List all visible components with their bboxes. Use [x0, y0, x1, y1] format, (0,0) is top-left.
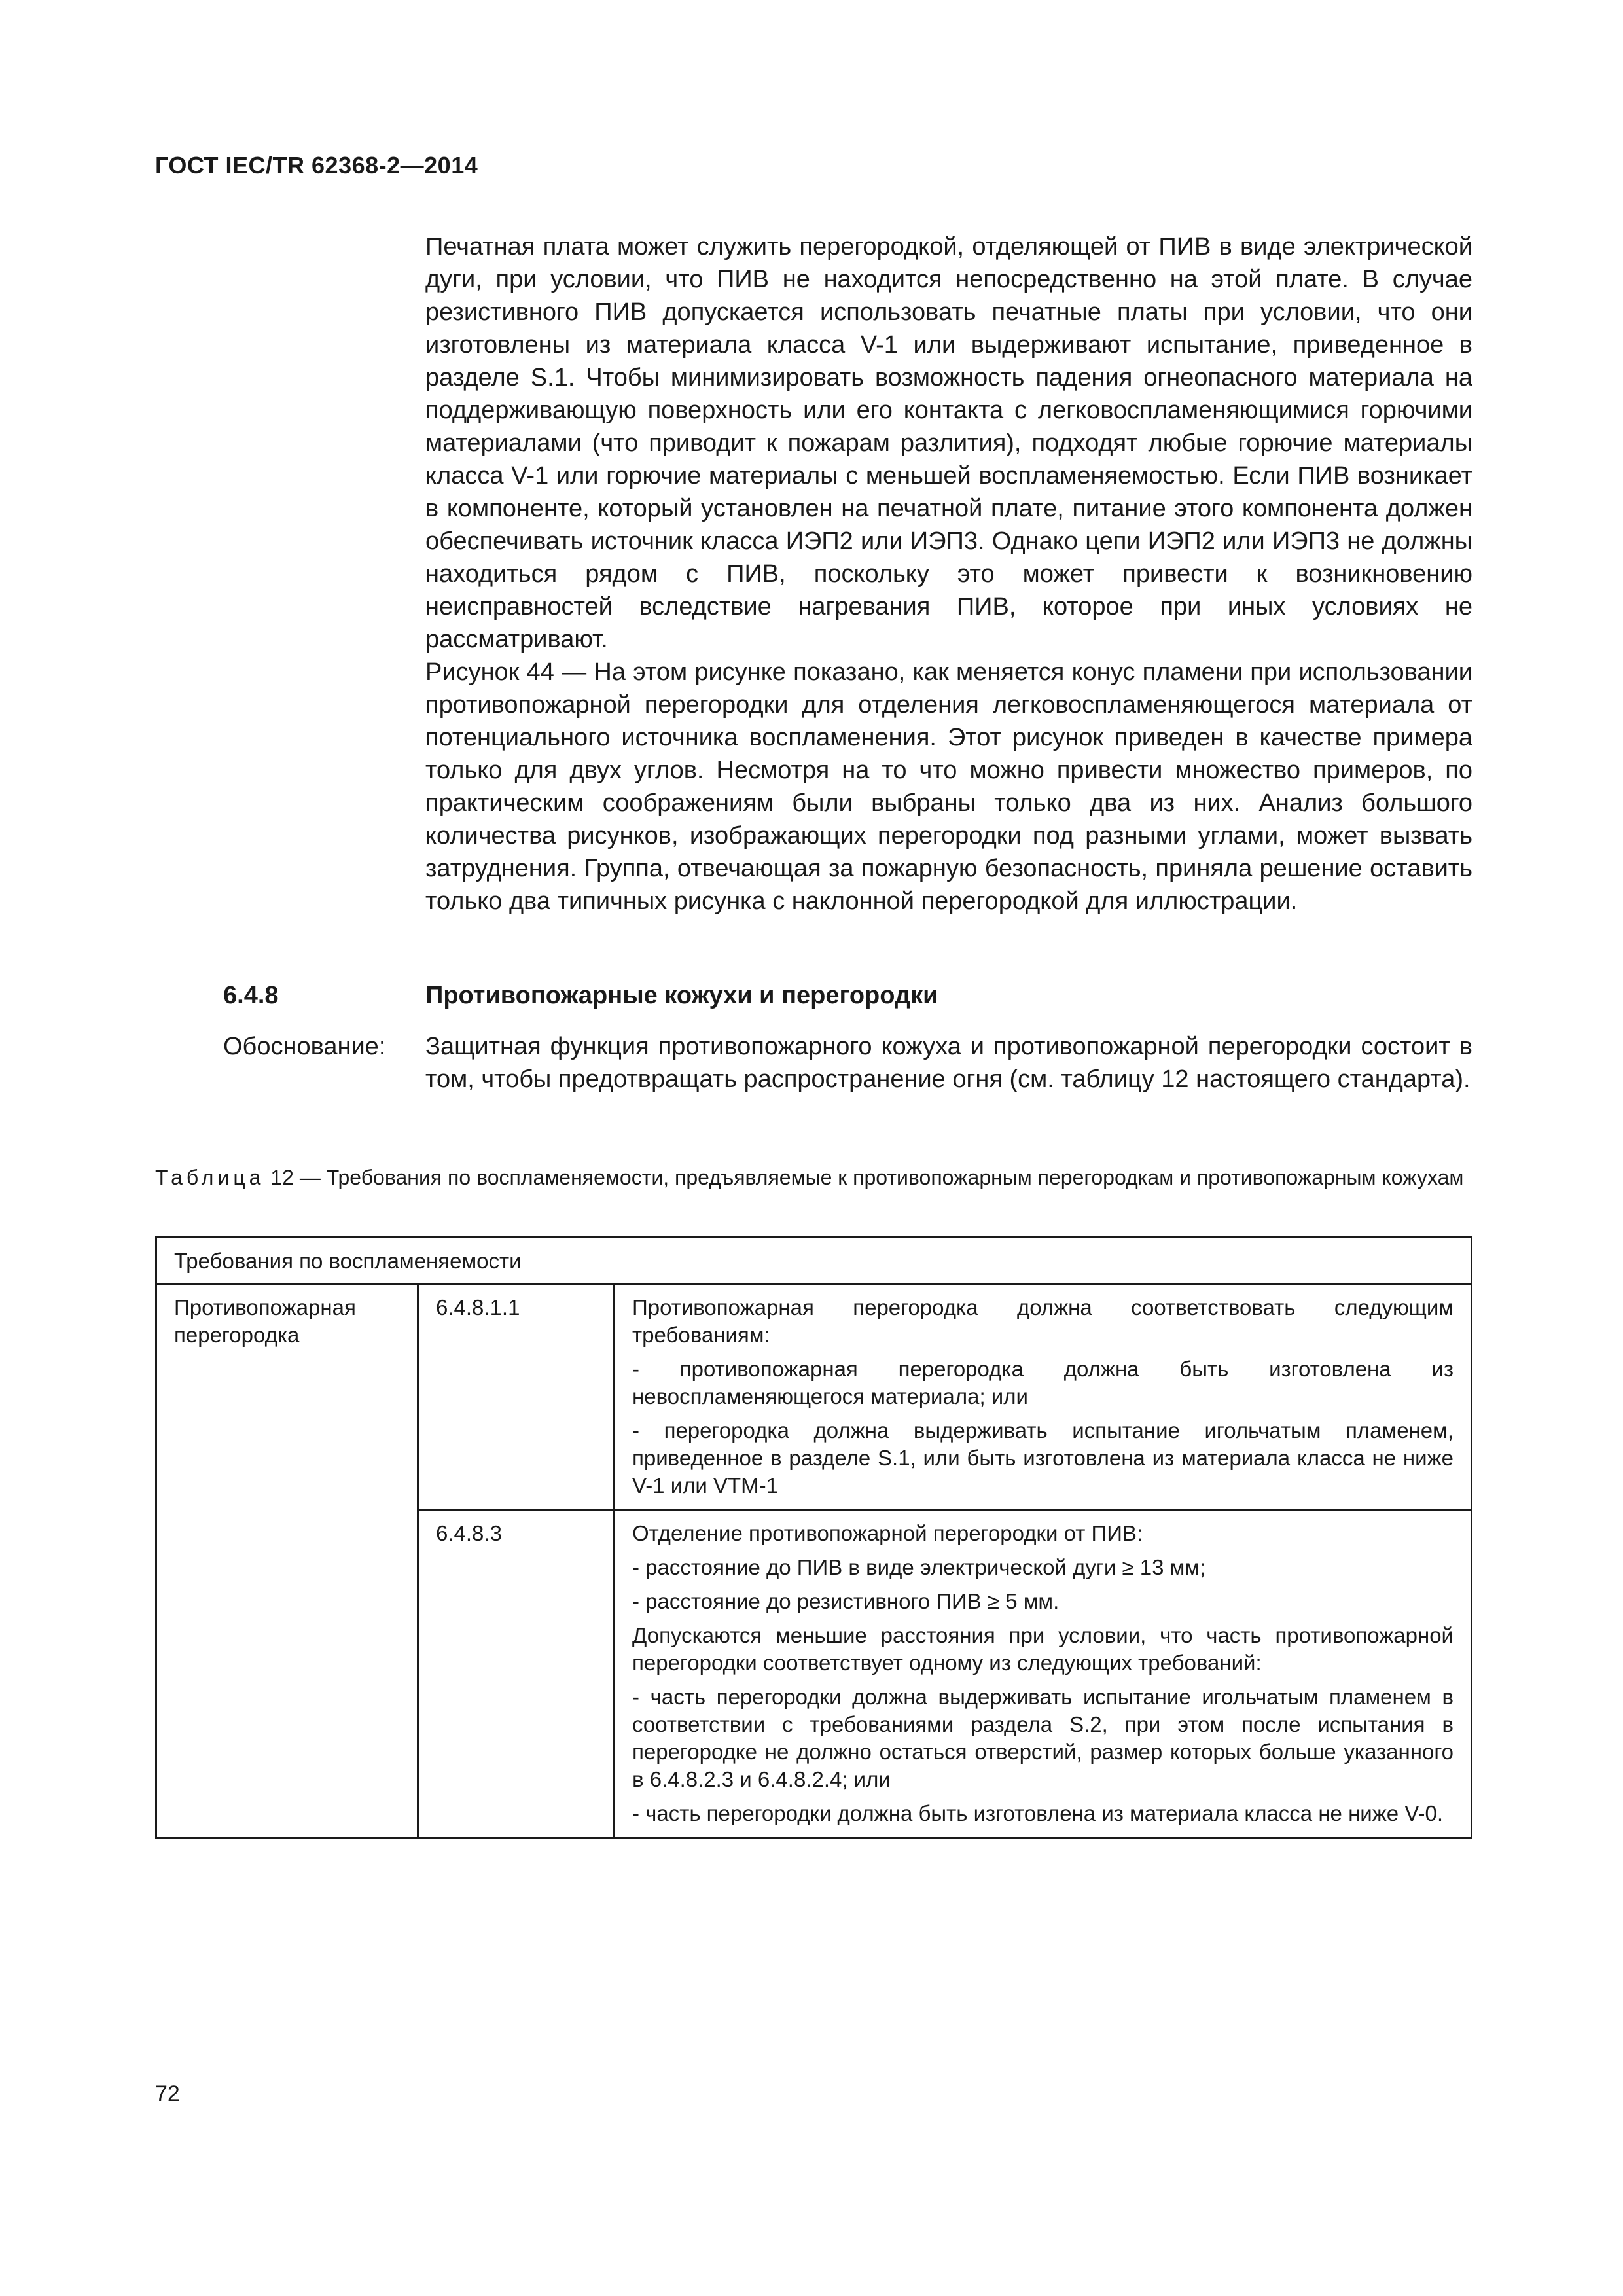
- rationale-text: Защитная функция противопожарного кожуха и противопожарной перегородки состоит в том, чтобы предотвращать распространение огня (см. таблицу 12 настоящего стандарта).: [425, 1033, 1472, 1093]
- page-number: 72: [155, 2081, 180, 2106]
- requirement-item: - часть перегородки должна выдерживать испытание игольчатым пламенем в соответствии с требованиями раздела S.2, при этом после испытания в перегородке не должно остаться отверстий, размер которых больше указанного в 6.4.8.2.3 и 6.4.8.2.4; или: [632, 1685, 1454, 1791]
- requirements-cell: [615, 1510, 1472, 1838]
- table-row: [156, 1284, 1472, 1510]
- table-caption: [155, 1164, 1472, 1191]
- clause-cell: 6.4.8.1.1: [418, 1284, 615, 1510]
- row-label-cell: Противопожарная перегородка: [156, 1284, 418, 1838]
- requirement-item: - противопожарная перегородка должна быть изготовлена из невоспламеняющегося материала; или: [632, 1357, 1454, 1408]
- requirement-item: Допускаются меньшие расстояния при условии, что часть противопожарной перегородки соответствует одному из следующих требований:: [632, 1623, 1454, 1675]
- intro-paragraph-figure-44: Рисунок 44 — На этом рисунке показано, как меняется конус пламени при использовании противопожарной перегородки для отделения легковоспламеняющегося материала от потенциального источника воспламенения. Этот рисунок приведен в качестве примера только для двух углов. Несмотря на то что можно привести множество примеров, по практическим соображениям были выбраны только два из них. Анализ большого количества рисунков, изображающих перегородки под разными углами, может вызвать затруднения. Группа, отвечающая за пожарную безопасность, приняла решение оставить только два типичных рисунка с наклонной перегородкой для иллюстрации.: [425, 658, 1472, 915]
- section-number: 6.4.8: [223, 982, 279, 1009]
- intro-paragraph-pcb: Печатная плата может служить перегородкой, отделяющей от ПИВ в виде электрической дуги, при условии, что ПИВ не находится непосредственно на этой плате. В случае резистивного ПИВ допускается использовать печатные платы при условии, что они изготовлены из материала класса V-1 или выдерживают испытание, приведенное в разделе S.1. Чтобы минимизировать возможность падения огнеопасного материала на поддерживающую поверхность или его контакта с легковоспламеняющимися горючими материалами (что приводит к пожарам разлития), подходят любые горючие материалы класса V-1 или горючие материалы с меньшей воспламеняемостью. Если ПИВ возникает в компоненте, который установлен на печатной плате, питание этого компонента должен обеспечивать источник класса ИЭП2 или ИЭП3. Однако цепи ИЭП2 или ИЭП3 не должны находиться рядом с ПИВ, поскольку это может привести к возникновению неисправностей вследствие нагревания ПИВ, которое при иных условиях не рассматривают.: [425, 233, 1472, 653]
- table-caption-word: Таблица: [155, 1166, 265, 1189]
- requirement-item: - расстояние до ПИВ в виде электрической дуги ≥ 13 мм;: [632, 1555, 1206, 1579]
- clause-cell: 6.4.8.3: [418, 1510, 615, 1838]
- requirement-item: Отделение противопожарной перегородки от ПИВ:: [632, 1521, 1143, 1545]
- table-header-row: [156, 1238, 1472, 1284]
- rationale-label: Обоснование:: [223, 1033, 386, 1060]
- section-title: Противопожарные кожухи и перегородки: [425, 982, 938, 1009]
- requirement-item: - перегородка должна выдерживать испытание игольчатым пламенем, приведенное в разделе S.1, или быть изготовлена из материала класса не ниже V-1 или VTM-1: [632, 1418, 1454, 1498]
- table-header-cell: Требования по воспламеняемости: [156, 1238, 1472, 1284]
- requirements-cell: [615, 1284, 1472, 1510]
- requirement-item: Противопожарная перегородка должна соответствовать следующим требованиям:: [632, 1295, 1454, 1347]
- document-code-header: ГОСТ IEC/TR 62368-2—2014: [155, 152, 478, 179]
- table-caption-text: 12 — Требования по воспламеняемости, предъявляемые к противопожарным перегородкам и противопожарным кожухам: [264, 1166, 1464, 1189]
- requirement-item: - расстояние до резистивного ПИВ ≥ 5 мм.: [632, 1589, 1060, 1613]
- requirement-item: - часть перегородки должна быть изготовлена из материала класса не ниже V-0.: [632, 1801, 1444, 1825]
- flammability-requirements-table: [155, 1236, 1472, 1839]
- intro-text-block: [425, 230, 1472, 918]
